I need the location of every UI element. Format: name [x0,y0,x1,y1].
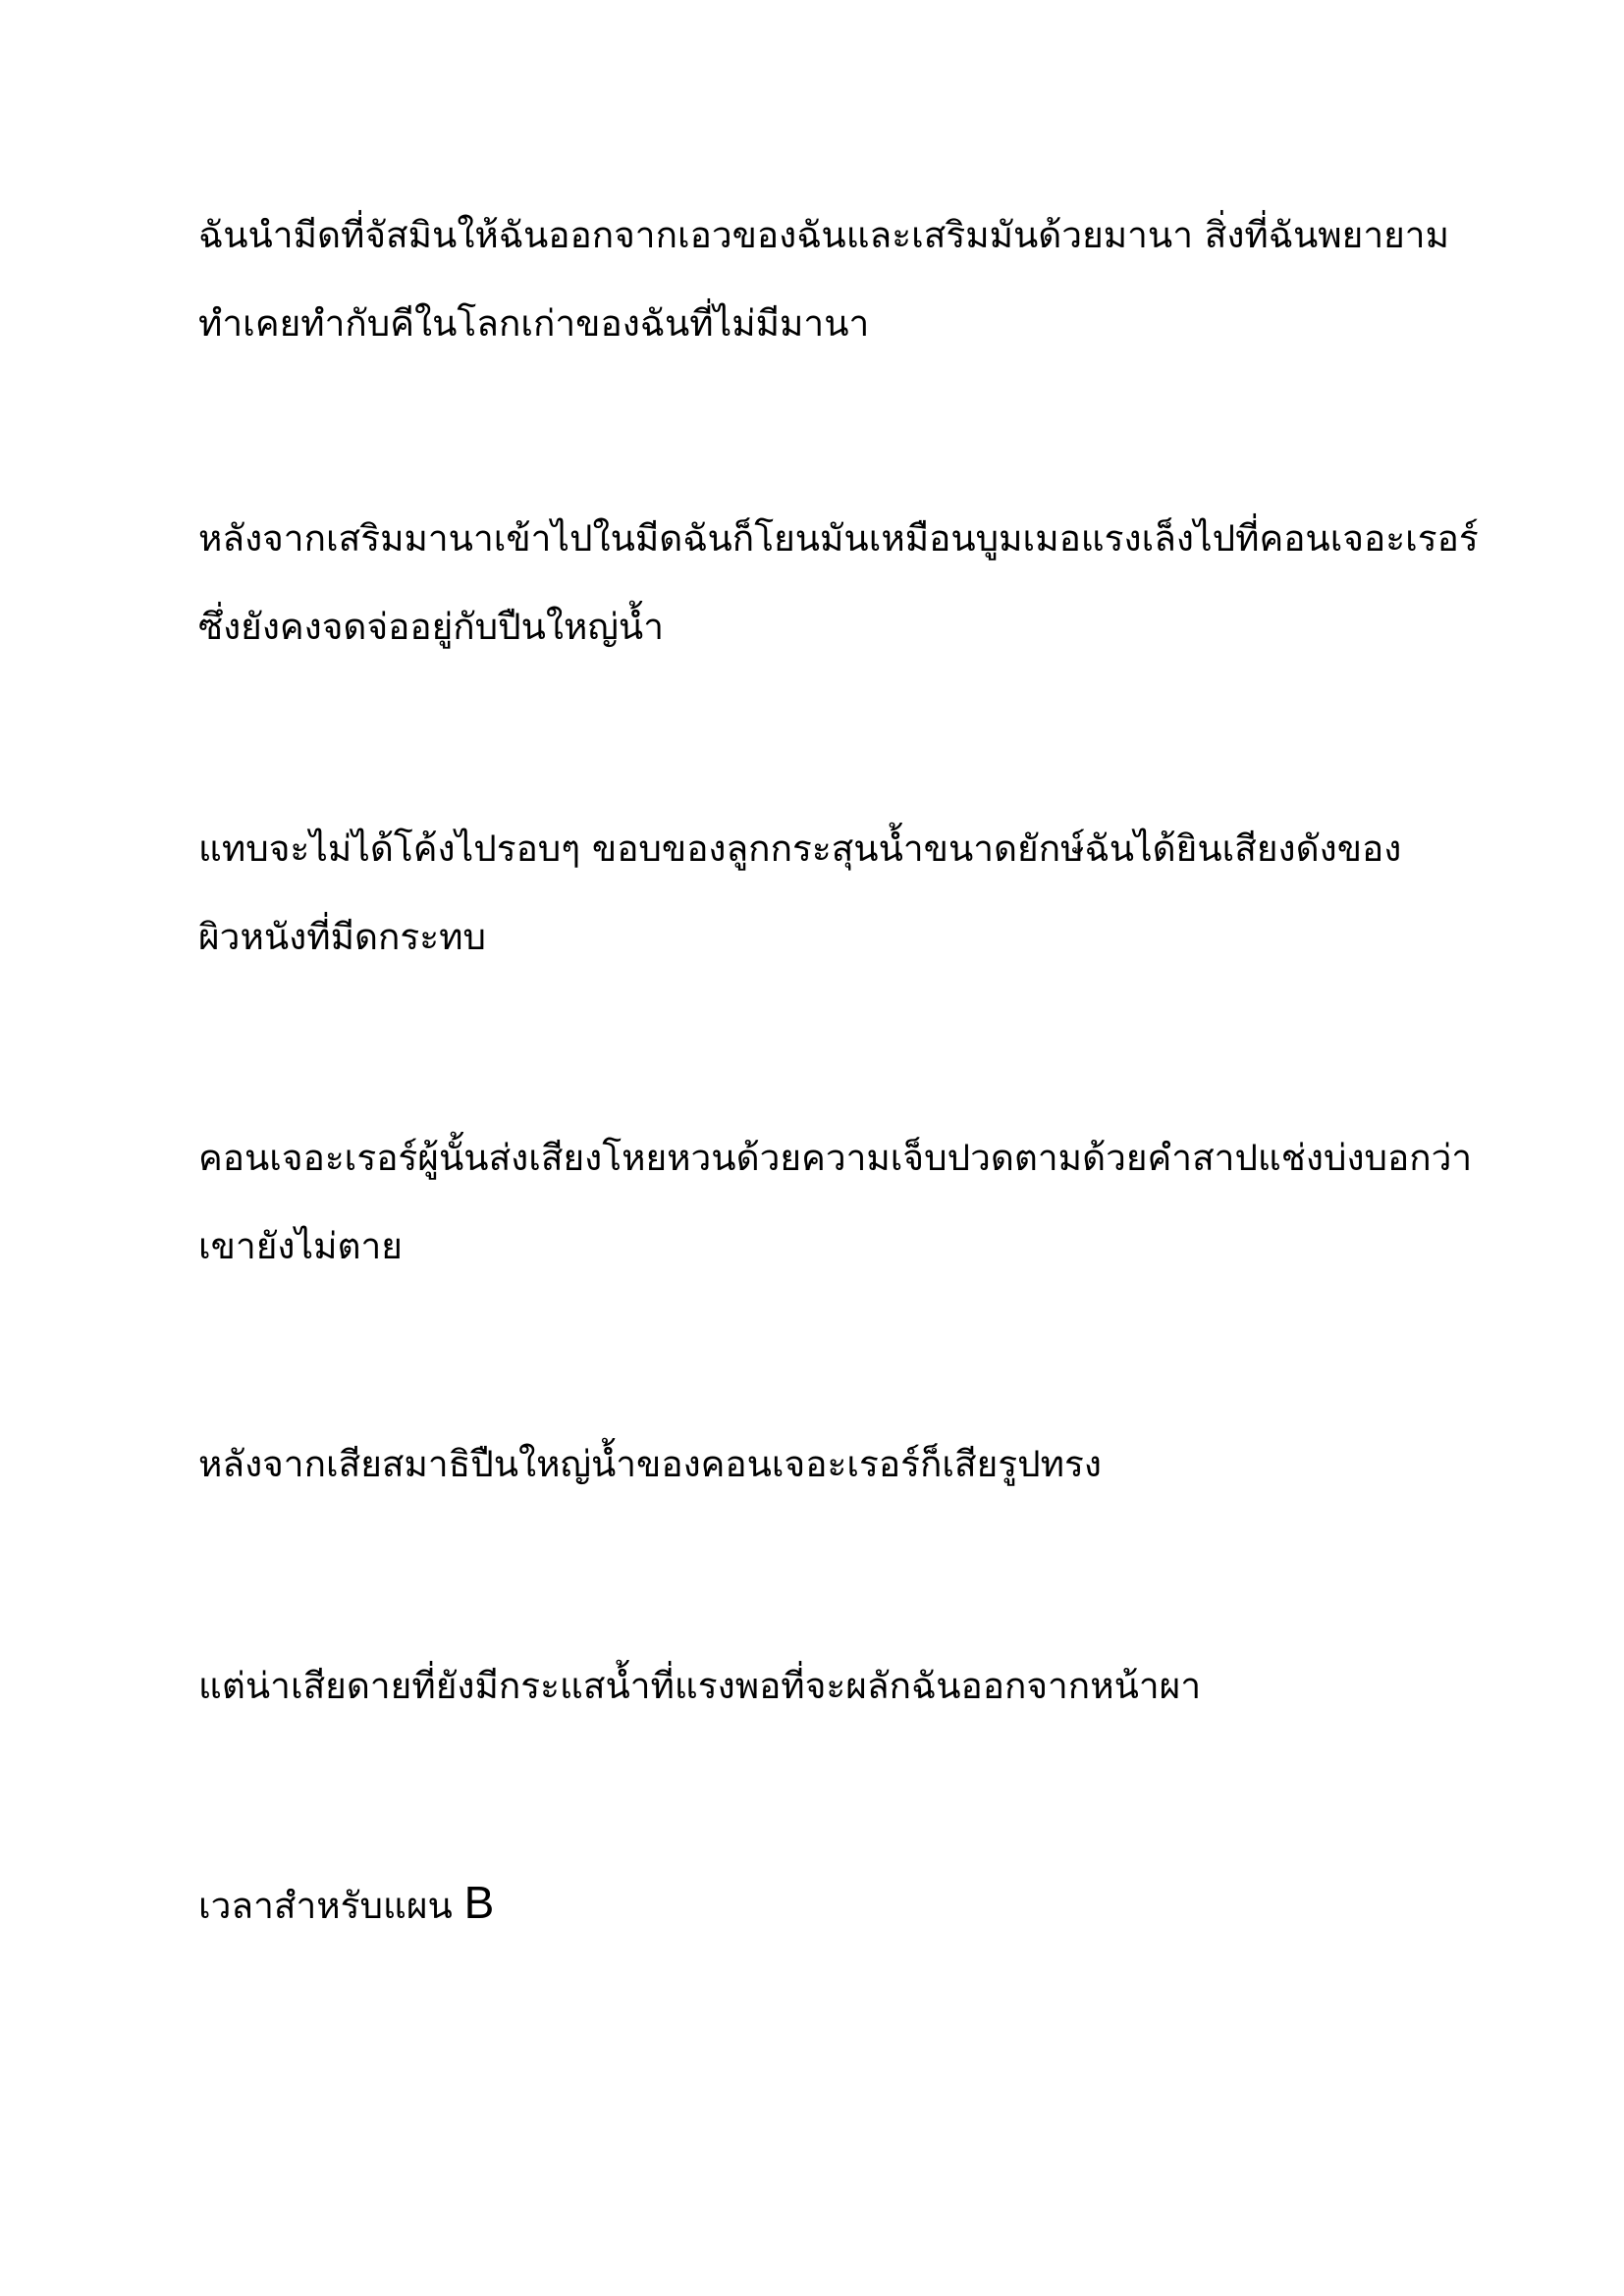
paragraph-line: ผิวหนังที่มีดกระทบ [198,916,487,958]
paragraph-line: หลังจากเสริมมานาเข้าไปในมีดฉันก็โยนมันเหมือนบูมเมอแรงเล็งไปที่คอนเจอะเรอร์ [198,517,1479,560]
paragraph-line: เขายังไม่ตาย [198,1225,403,1267]
paragraph-line: ซึ่งยังคงจดจ่ออยู่กับปืนใหญ่น้ำ [198,606,664,648]
paragraph-line: หลังจากเสียสมาธิปืนใหญ่น้ำของคอนเจอะเรอร์ก็เสียรูปทรง [198,1443,1102,1485]
paragraph-line: ทำเคยทำกับคีในโลกเก่าของฉันที่ไม่มีมานา [198,302,870,345]
paragraph-line: คอนเจอะเรอร์ผู้นั้นส่งเสียงโหยหวนด้วยความเจ็บปวดตามด้วยคำสาปแช่งบ่งบอกว่า [198,1137,1473,1179]
closing-text: เวลาสำหรับแผน [198,1885,464,1927]
closing-letter: B [463,1877,495,1928]
paragraph-line: ฉันนำมีดที่จัสมินให้ฉันออกจากเอวของฉันและเสริมมันด้วยมานา สิ่งที่ฉันพยายาม [198,214,1449,256]
paragraph-line: แต่น่าเสียดายที่ยังมีกระแสน้ำที่แรงพอที่จะผลักฉันออกจากหน้าผา [198,1665,1202,1707]
paragraph-line: แทบจะไม่ได้โค้งไปรอบๆ ขอบของลูกกระสุนน้ำขนาดยักษ์ฉันได้ยินเสียงดังของ [198,828,1402,870]
closing-line [198,1877,495,1928]
